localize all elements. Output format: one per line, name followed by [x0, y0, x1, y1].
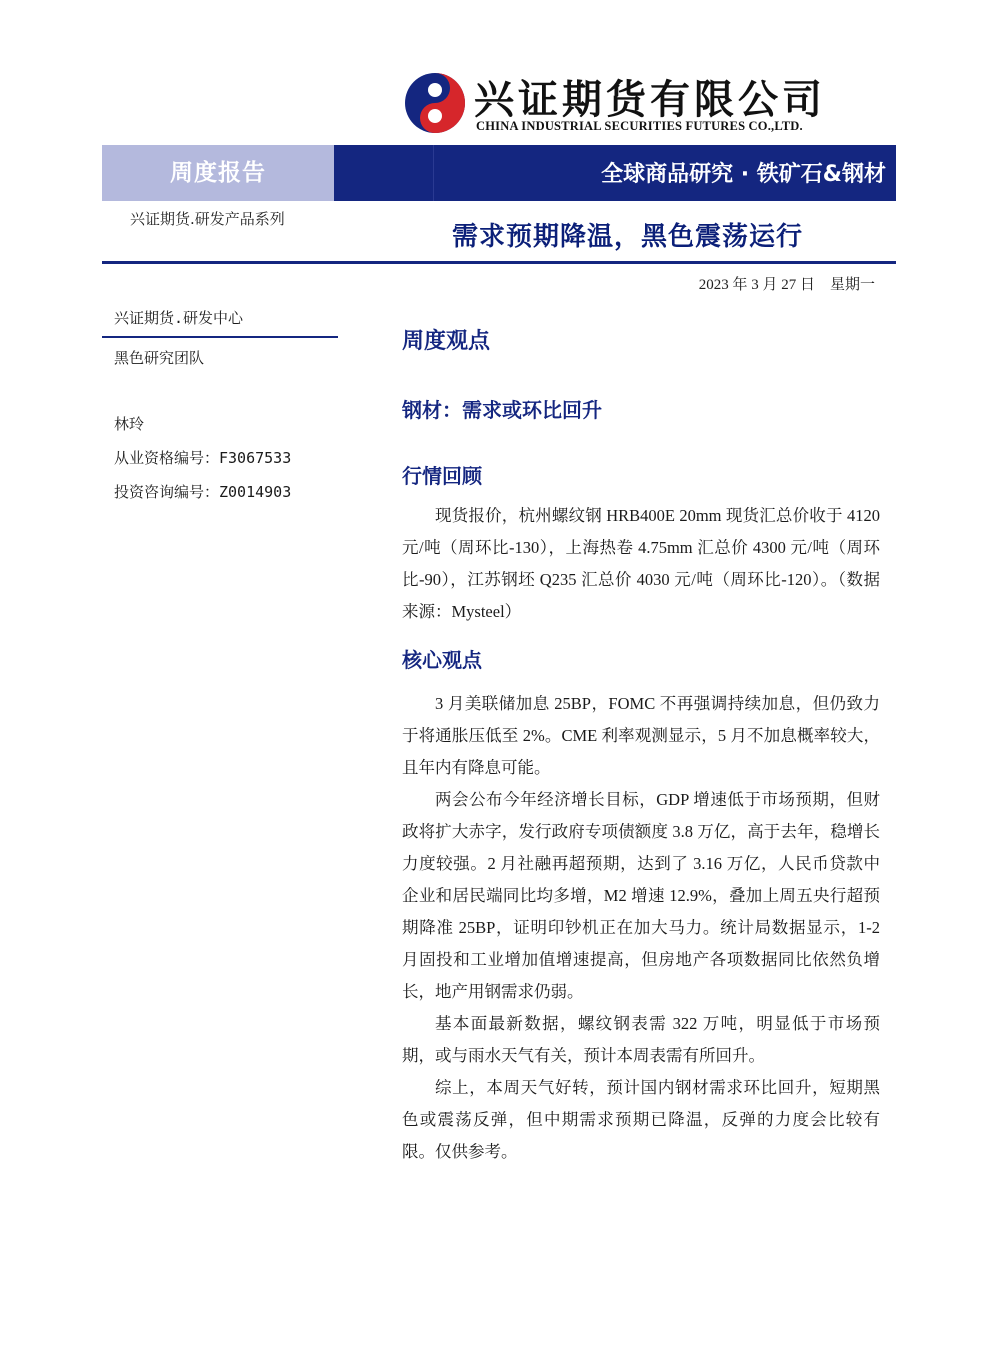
report-type-label: 周度报告	[170, 160, 266, 186]
department-label: 兴证期货.研发中心	[114, 309, 244, 327]
core-paragraph-3: 基本面最新数据，螺纹钢表需 322 万吨，明显低于市场预期，或与雨水天气有关，预计本周表需有所回升。	[402, 1014, 880, 1065]
company-name-cn: 兴证期货有限公司	[474, 76, 826, 123]
sidebar-divider	[102, 336, 338, 338]
analyst-name: 林玲	[114, 415, 145, 433]
header-divider	[102, 261, 896, 264]
report-date: 2023 年 3 月 27 日 星期一	[698, 277, 875, 293]
research-category-label: 全球商品研究 · 铁矿石&钢材	[601, 162, 886, 187]
core-paragraph-4: 综上，本周天气好转，预计国内钢材需求环比回升，短期黑色或震荡反弹，但中期需求预期已降温，反弹的力度会比较有限。仅供参考。	[402, 1078, 880, 1161]
review-paragraph: 现货报价，杭州螺纹钢 HRB400E 20mm 现货汇总价收于 4120 元/吨（周环比-130），上海热卷 4.75mm 汇总价 4300 元/吨（周环比-90），江苏钢坯 Q235 汇总价 4030 元/吨（周环比-120）。（数据来源：Mysteel）	[402, 506, 880, 621]
consulting-number: 投资咨询编号：Z0014903	[114, 483, 292, 501]
weekly-view-heading: 周度观点	[402, 329, 491, 354]
series-label: 兴证期货.研发产品系列	[130, 210, 285, 228]
team-label: 黑色研究团队	[114, 349, 205, 367]
report-title: 需求预期降温，黑色震荡运行	[452, 222, 804, 252]
review-heading: 行情回顾	[402, 464, 482, 488]
core-view-heading: 核心观点	[402, 648, 482, 672]
core-paragraph-1: 3 月美联储加息 25BP，FOMC 不再强调持续加息，但仍致力于将通胀压低至 2%。CME 利率观测显示，5 月不加息概率较大，且年内有降息可能。	[402, 694, 880, 777]
main-content	[402, 322, 880, 1168]
core-paragraph-2: 两会公布今年经济增长目标，GDP 增速低于市场预期，但财政将扩大赤字，发行政府专项债额度 3.8 万亿，高于去年，稳增长力度较强。2 月社融再超预期，达到了 3.16 万亿，人民币贷款中企业和居民端同比均多增，M2 增速 12.9%，叠加上周五央行超预期降准 25BP，证明印钞机正在加大马力。统计局数据显示，1-2 月固投和工业增加值增速提高，但房地产各项数据同比依然负增长，地产用钢需求仍弱。	[402, 790, 880, 1001]
author-sidebar	[114, 306, 338, 504]
qualification-number: 从业资格编号：F3067533	[114, 449, 292, 467]
company-name-en: CHINA INDUSTRIAL SECURITIES FUTURES CO.,LTD.	[476, 119, 803, 133]
company-logo-icon	[404, 72, 466, 134]
steel-heading: 钢材：需求或环比回升	[402, 398, 602, 422]
